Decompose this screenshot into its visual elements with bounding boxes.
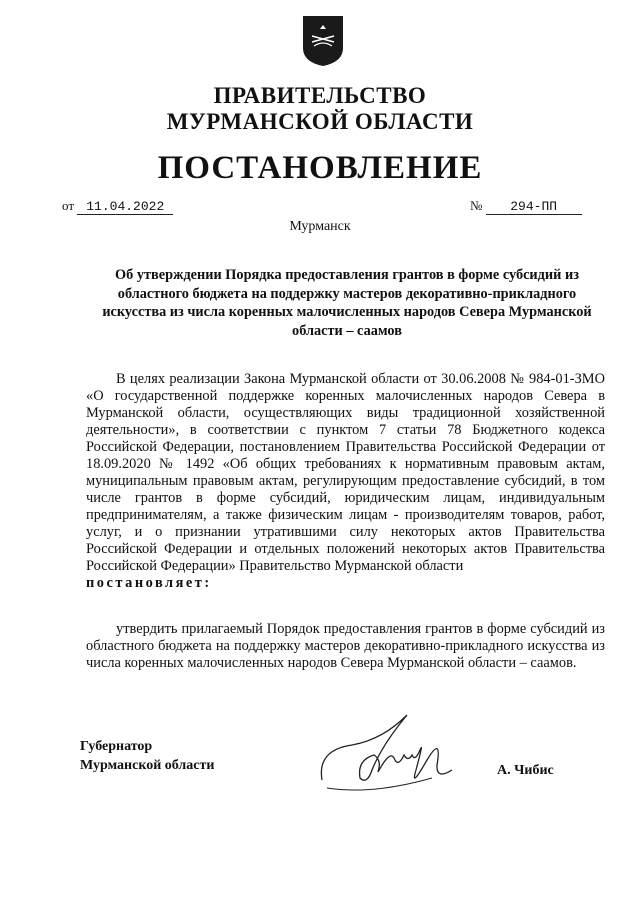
signatory-position [80, 737, 214, 775]
document-date: 11.04.2022 [77, 199, 173, 215]
position-line2: Мурманской области [80, 758, 215, 773]
preamble-paragraph [86, 371, 605, 592]
city: Мурманск [289, 219, 351, 234]
government-name-line1: ПРАВИТЕЛЬСТВО [213, 83, 427, 108]
coat-of-arms-icon [300, 14, 346, 68]
document-number: 294-ПП [486, 199, 582, 215]
document-type: ПОСТАНОВЛЕНИЕ [157, 150, 483, 186]
document-title: Об утверждении Порядка предоставления грантов в форме субсидий из областного бюджета на поддержку мастеров декоративно-прикладного искусства из числа коренных малочисленных народов Севера Мурманской области – саамов [102, 267, 592, 339]
signatory-name: А. Чибис [497, 763, 554, 778]
number-prefix: № [470, 198, 483, 213]
position-line1: Губернатор [80, 739, 153, 754]
resolution-paragraph: утвердить прилагаемый Порядок предоставления грантов в форме субсидий из областного бюджета на поддержку мастеров декоративно-прикладного искусства из числа коренных малочисленных народов Севера Мурманской области – саамов. [86, 621, 605, 671]
date-prefix: от [62, 198, 75, 213]
resolves-label: постановляет: [86, 575, 212, 591]
number-row [470, 198, 582, 215]
government-name-line2: МУРМАНСКОЙ ОБЛАСТИ [166, 109, 474, 134]
date-row [62, 198, 173, 215]
handwritten-signature [312, 700, 462, 800]
preamble-text: В целях реализации Закона Мурманской области от 30.06.2008 № 984-01-ЗМО «О государственной поддержке коренных малочисленных народов Севера в Мурманской области, осуществляющих виды традиционной хозяйственной деятельности», в соответствии с пунктом 7 статьи 78 Бюджетного кодекса Российской Федерации, постановлением Правительства Российской Федерации от 18.09.2020 № 1492 «Об общих требованиях к нормативным правовым актам, муниципальным правовым актам, регулирующим предоставление субсидий, в том числе грантов в форме субсидий, юридическим лицам, индивидуальным предпринимателям, а также физическим лицам - производителям товаров, работ, услуг, и о признании утратившими силу некоторых актов Правительства Российской Федерации и отдельных положений некоторых актов Правительства Российской Федерации» Правительство Мурманской области [86, 371, 605, 574]
